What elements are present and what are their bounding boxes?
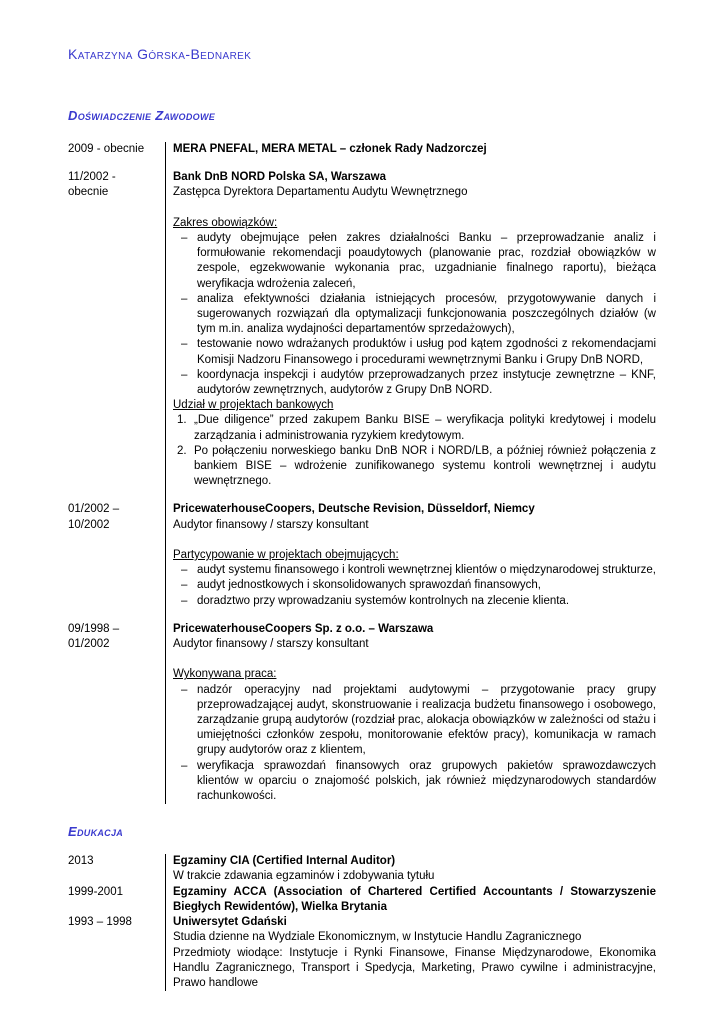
list-item-text: testowanie nowo wdrażanych produktów i usług pod kątem zgodności z rekomendacjami Komisji Nadzoru Finansowego i procedurami wewnętrznymi Banku i Grupy DnB NORD, (197, 338, 656, 366)
list-item (173, 683, 656, 759)
number-marker: 2. (177, 444, 187, 457)
spacer (173, 652, 656, 667)
entry-content (165, 915, 656, 991)
entry-date-line: 10/2002 (68, 518, 110, 531)
list-item-text: nadzór operacyjny nad projektami audytowymi – przygotowanie pracy grupy przeprowadzającej audyt, skonstruowanie i realizacja budżetu finansowego i osobowego, zarządzanie grupą audytorów (rozdział prac, alokacja obowiązków w zależności od stażu i umiejętności członków zespołu, monitorowanie efektów pracy), komunikacja w ramach grupy audytorów oraz z klientem, (197, 683, 656, 757)
subheading-underlined: Partycypowanie w projektach obejmujących: (173, 549, 399, 562)
entry-date-line: 01/2002 (68, 638, 110, 651)
entry-date (68, 502, 165, 621)
entry-content (165, 885, 656, 915)
entry-text: Studia dzienne na Wydziale Ekonomicznym, w Instytucie Handlu Zagranicznego (173, 931, 582, 944)
subheading-underlined: Zakres obowiązków: (173, 216, 278, 229)
entry-row (68, 885, 656, 915)
list-item-text: audyty obejmujące pełen zakres działalności Banku – przeprowadzanie analiz i formułowanie rekomendacji poaudytowych (planowanie prac, rozdział obowiązków w zespole, egzekwowanie wykonania prac, uzgadnianie finalnego raportu), bieżąca weryfikacja wdrożenia zaleceń, (197, 232, 656, 290)
entry-row (68, 170, 656, 502)
dash-bullet: – (181, 338, 188, 351)
person-name: Katarzyna Górska-Bednarek (68, 46, 252, 62)
entry-title: Bank DnB NORD Polska SA, Warszawa (173, 171, 387, 184)
entry-title: Egzaminy ACCA (Association of Chartered Certified Accountants / Stowarzyszenie Biegłych Rewidentów), Wielka Brytania (173, 885, 656, 913)
entry-title: MERA PNEFAL, MERA METAL – członek Rady Nadzorczej (173, 143, 487, 155)
entry-date (68, 142, 165, 170)
entry-date (68, 885, 165, 915)
list-item (173, 292, 656, 338)
entry-date (68, 854, 165, 884)
entry-text: Przedmioty wiodące: Instytucje i Rynki Finansowe, Finanse Międzynarodowe, Ekonomika Handlu Zagranicznego, Transport i Spedycja, Marketing, Prawo cywilne i administracyjne, Prawo handlowe (173, 946, 656, 989)
dash-bullet: – (181, 683, 188, 696)
entry-row (68, 915, 656, 991)
entry-text: Audytor finansowy / starszy konsultant (173, 638, 369, 651)
bullet-list (173, 231, 656, 398)
cv-body (68, 108, 656, 991)
list-item (173, 368, 656, 398)
entry-date-line: 09/1998 – (68, 622, 120, 635)
section-entries-1 (68, 854, 656, 991)
entry-date-line: 1999-2001 (68, 885, 123, 898)
entry-title: Uniwersytet Gdański (173, 916, 287, 929)
dash-bullet: – (181, 232, 188, 244)
entry-date-line: 2009 - obecnie (68, 143, 145, 155)
entry-content (165, 502, 656, 621)
entry-row (68, 502, 656, 621)
subheading-underlined: Wykonywana praca: (173, 668, 277, 681)
entry-row (68, 854, 656, 884)
list-item (173, 594, 656, 609)
list-item-text: audyt jednostkowych i skonsolidowanych sprawozdań finansowych, (197, 579, 541, 592)
entry-date (68, 915, 165, 991)
numbered-list (173, 413, 656, 489)
dash-bullet: – (181, 594, 188, 607)
entry-title: PricewaterhouseCoopers Sp. z o.o. – Warszawa (173, 622, 434, 635)
list-item-text: doradztwo przy wprowadzaniu systemów kontrolnych na zlecenie klienta. (197, 594, 570, 607)
subheading-underlined: Udział w projektach bankowych (173, 399, 334, 412)
entry-content (165, 854, 656, 884)
entry-date-line: obecnie (68, 186, 109, 199)
entry-text: Zastępca Dyrektora Departamentu Audytu Wewnętrznego (173, 186, 468, 199)
dash-bullet: – (181, 759, 188, 772)
entry-date (68, 622, 165, 804)
list-item (173, 578, 656, 593)
entry-date (68, 170, 165, 502)
number-marker: 1. (177, 414, 187, 427)
list-item (173, 563, 656, 578)
entry-title: Egzaminy CIA (Certified Internal Auditor) (173, 855, 396, 868)
entry-date-line: 2013 (68, 855, 94, 868)
section-title-1: Edukacja (68, 824, 124, 840)
dash-bullet: – (181, 564, 188, 577)
list-item (173, 337, 656, 367)
entry-row (68, 142, 656, 170)
list-item-text: „Due diligence” przed zakupem Banku BISE – weryfikacja polityki kredytowej i modelu zarządzania i administrowania ryzykiem kredytowym. (194, 414, 656, 442)
entry-date-line: 1993 – 1998 (68, 916, 132, 929)
section-title-0: Doświadczenie Zawodowe (68, 108, 216, 123)
dash-bullet: – (181, 579, 188, 592)
list-item-text: weryfikacja sprawozdań finansowych oraz grupowych pakietów sprawozdawczych klientów w oparciu o znajomość polskich, jak również międzynarodowych standardów rachunkowości. (197, 759, 656, 803)
list-item (173, 759, 656, 805)
list-item (173, 231, 656, 292)
spacer (173, 533, 656, 548)
entry-content (165, 170, 656, 502)
entry-text: Audytor finansowy / starszy konsultant (173, 518, 369, 531)
entry-content (165, 142, 656, 170)
entry-date-line: 01/2002 – (68, 503, 120, 516)
entry-date-line: 11/2002 - (68, 171, 116, 184)
list-item-text: koordynacja inspekcji i audytów przeprowadzanych przez instytucje zewnętrzne – KNF, audytorów zewnętrznych, audytorów z Grupy DnB NORD. (197, 368, 656, 397)
dash-bullet: – (181, 292, 188, 305)
spacer (173, 201, 656, 216)
section-entries-0 (68, 142, 656, 804)
bullet-list (173, 683, 656, 805)
list-item (173, 444, 656, 490)
list-item (173, 413, 656, 443)
dash-bullet: – (181, 368, 188, 381)
entry-content (165, 622, 656, 804)
list-item-text: Po połączeniu norweskiego banku DnB NOR i NORD/LB, a później również połączenia z bankiem BISE – wdrożenie zunifikowanego systemu kontroli wewnętrznej i audytu wewnętrznego. (194, 444, 656, 488)
bullet-list (173, 563, 656, 609)
list-item-text: audyt systemu finansowego i kontroli wewnętrznej klientów o międzynarodowej strukturze, (197, 564, 656, 577)
entry-title: PricewaterhouseCoopers, Deutsche Revision, Düsseldorf, Niemcy (173, 503, 535, 516)
entry-row (68, 622, 656, 804)
entry-text: W trakcie zdawania egzaminów i zdobywania tytułu (173, 870, 435, 883)
list-item-text: analiza efektywności działania istniejących procesów, przygotowywanie danych i sugerowanych rozwiązań dla optymalizacji funkcjonowania poszczególnych działów (w tym m.in. analiza wydajności departamentów sprzedażowych), (197, 292, 656, 336)
